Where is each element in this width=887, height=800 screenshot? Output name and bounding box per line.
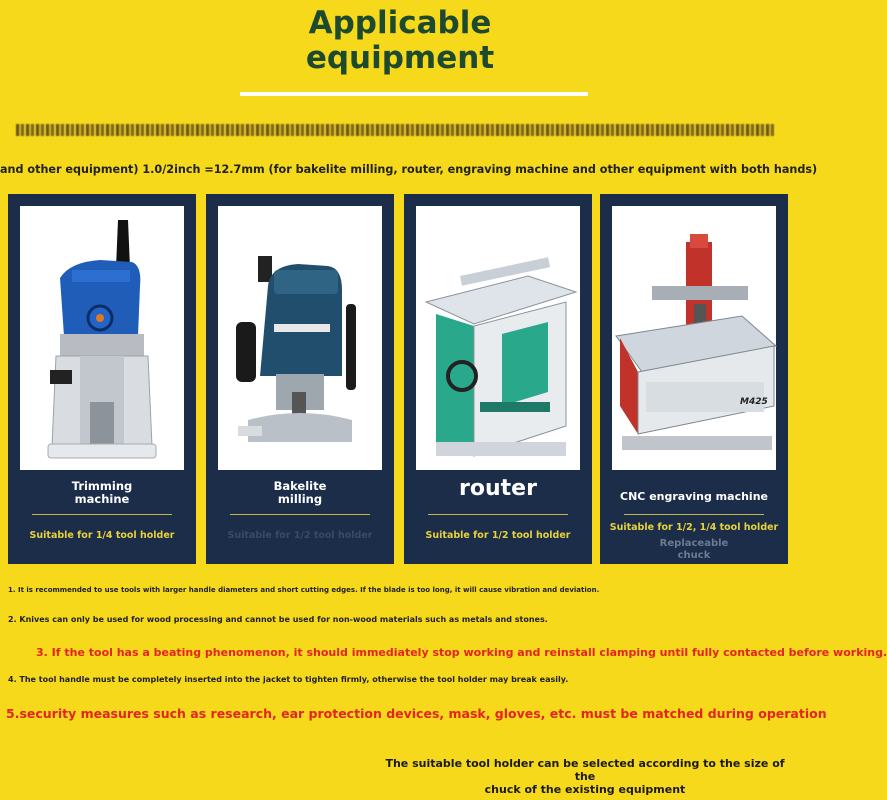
card-extra-text: Replaceable chuck	[659, 538, 729, 561]
card-divider	[32, 514, 172, 515]
note-2: 2. Knives can only be used for wood processing and cannot be used for non-wood materials such as metals and stones.	[8, 615, 548, 624]
card-divider	[624, 514, 764, 515]
page-title: Applicable equipment	[305, 5, 495, 76]
card-suitable-text: Suitable for 1/2, 1/4 tool holder	[609, 522, 779, 533]
card-bakelite-milling	[206, 194, 394, 564]
note-1: 1. It is recommended to use tools with larger handle diameters and short cutting edges. If the blade is too long, it will cause vibration and deviation.	[8, 586, 600, 594]
card-divider	[230, 514, 370, 515]
note-5: 5.security measures such as research, ear protection devices, mask, gloves, etc. must be matched during operation	[6, 706, 827, 721]
note-4: 4. The tool handle must be completely inserted into the jacket to tighten firmly, otherwise the tool holder may break easily.	[8, 675, 569, 684]
card-name: CNC engraving machine	[620, 490, 768, 503]
card-name: router	[459, 476, 537, 501]
footer-text: The suitable tool holder can be selected according to the size of the chuck of the existing equipment	[385, 757, 785, 796]
card-name: Bakelite milling	[273, 479, 327, 506]
card-cnc-engraving-machine	[600, 194, 788, 564]
card-router	[404, 194, 592, 564]
title-underline	[240, 92, 588, 96]
note-3: 3. If the tool has a beating phenomenon, it should immediately stop working and reinstall clamping until fully contacted before working.	[36, 646, 887, 659]
router-table-photo	[416, 206, 580, 470]
bakelite-milling-photo	[218, 206, 382, 470]
card-name: Trimming machine	[71, 479, 133, 506]
garbled-text-strip	[16, 124, 774, 136]
intro-text: and other equipment) 1.0/2inch =12.7mm (for bakelite milling, router, engraving machine and other equipment with both hands)	[0, 163, 818, 176]
trimming-machine-photo	[20, 206, 184, 470]
machine-model-label: M425	[740, 397, 768, 407]
cnc-engraving-machine-photo	[612, 206, 776, 470]
card-divider	[428, 514, 568, 515]
card-suitable-text: Suitable for 1/2 tool holder	[425, 530, 571, 541]
card-suitable-text: Suitable for 1/2 tool holder	[227, 530, 373, 541]
card-suitable-text: Suitable for 1/4 tool holder	[29, 530, 175, 541]
card-trimming-machine	[8, 194, 196, 564]
